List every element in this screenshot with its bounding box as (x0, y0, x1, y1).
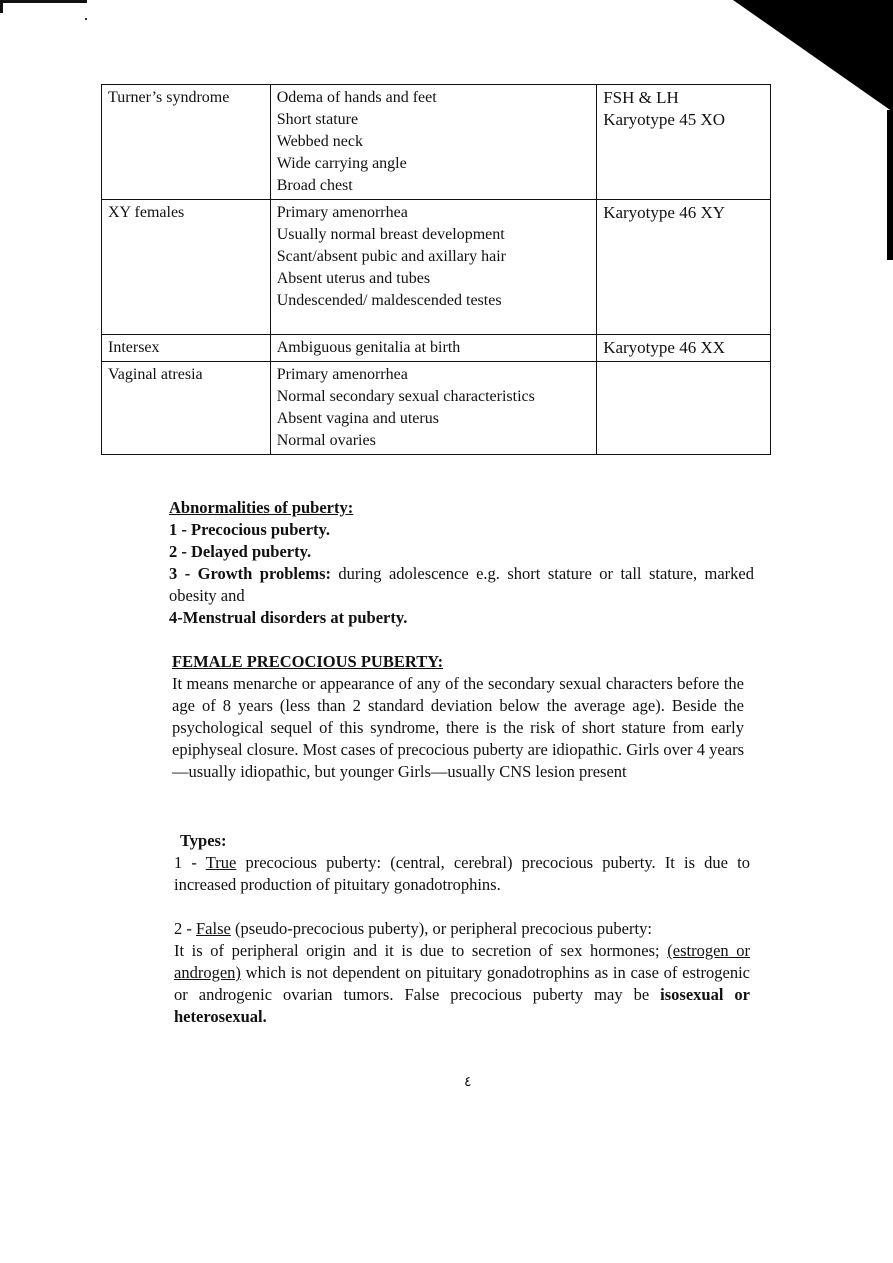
condition-cell: XY females (102, 200, 271, 335)
abnormality-item: 4-Menstrual disorders at puberty. (169, 608, 408, 627)
conditions-table (101, 84, 771, 455)
table-row (102, 85, 771, 200)
investigations-cell (597, 362, 771, 455)
investigations-cell: Karyotype 46 XX (597, 335, 771, 362)
scan-shadow-edge (887, 110, 893, 260)
scan-corner-mark (0, 0, 87, 13)
scan-speck (85, 18, 87, 20)
type-false: 2 - False (pseudo-precocious puberty), or peripheral precocious puberty: (174, 919, 652, 938)
abnormalities-section (169, 497, 754, 629)
abnormality-item: 3 - Growth problems: during adolescence e.g. short stature or tall stature, marked obesity and (169, 564, 754, 605)
precocious-body: It means menarche or appearance of any of the secondary sexual characters before the age of 8 years (less than 2 standard deviation below the average age). Beside the psychological sequel of this syndrome, there is the risk of short stature from early epiphyseal closure. Most cases of precocious puberty are idiopathic. Girls over 4 years—usually idiopathic, but younger Girls—usually CNS lesion present (172, 674, 744, 781)
condition-cell: Turner’s syndrome (102, 85, 271, 200)
condition-cell: Vaginal atresia (102, 362, 271, 455)
table-row (102, 335, 771, 362)
precocious-section (172, 651, 744, 783)
condition-cell: Intersex (102, 335, 271, 362)
investigations-cell: FSH & LH Karyotype 45 XO (597, 85, 771, 200)
type-false-body: It is of peripheral origin and it is due to secretion of sex hormones; (estrogen or androgen) which is not dependent on pituitary gonadotrophins as in case of estrogenic or androgenic ovarian tumors. False precocious puberty may be isosexual or heterosexual. (174, 941, 750, 1026)
table-row (102, 200, 771, 335)
types-heading: Types: (180, 831, 227, 850)
features-cell: Ambiguous genitalia at birth (270, 335, 596, 362)
table-row (102, 362, 771, 455)
abnormality-item: 2 - Delayed puberty. (169, 542, 312, 561)
page-number: ٤ (464, 1075, 472, 1090)
type-true: 1 - True precocious puberty: (central, cerebral) precocious puberty. It is due to increased production of pituitary gonadotrophins. (174, 853, 750, 894)
abnormality-item: 1 - Precocious puberty. (169, 520, 331, 539)
features-cell: Primary amenorrhea Usually normal breast development Scant/absent pubic and axillary hair Absent uterus and tubes Undescended/ maldescended testes (270, 200, 596, 335)
abnormalities-heading: Abnormalities of puberty: (169, 498, 354, 517)
types-section (174, 830, 750, 1028)
features-cell: Primary amenorrhea Normal secondary sexual characteristics Absent vagina and uterus Normal ovaries (270, 362, 596, 455)
investigations-cell: Karyotype 46 XY (597, 200, 771, 335)
features-cell: Odema of hands and feet Short stature Webbed neck Wide carrying angle Broad chest (270, 85, 596, 200)
precocious-heading: FEMALE PRECOCIOUS PUBERTY: (172, 652, 444, 671)
